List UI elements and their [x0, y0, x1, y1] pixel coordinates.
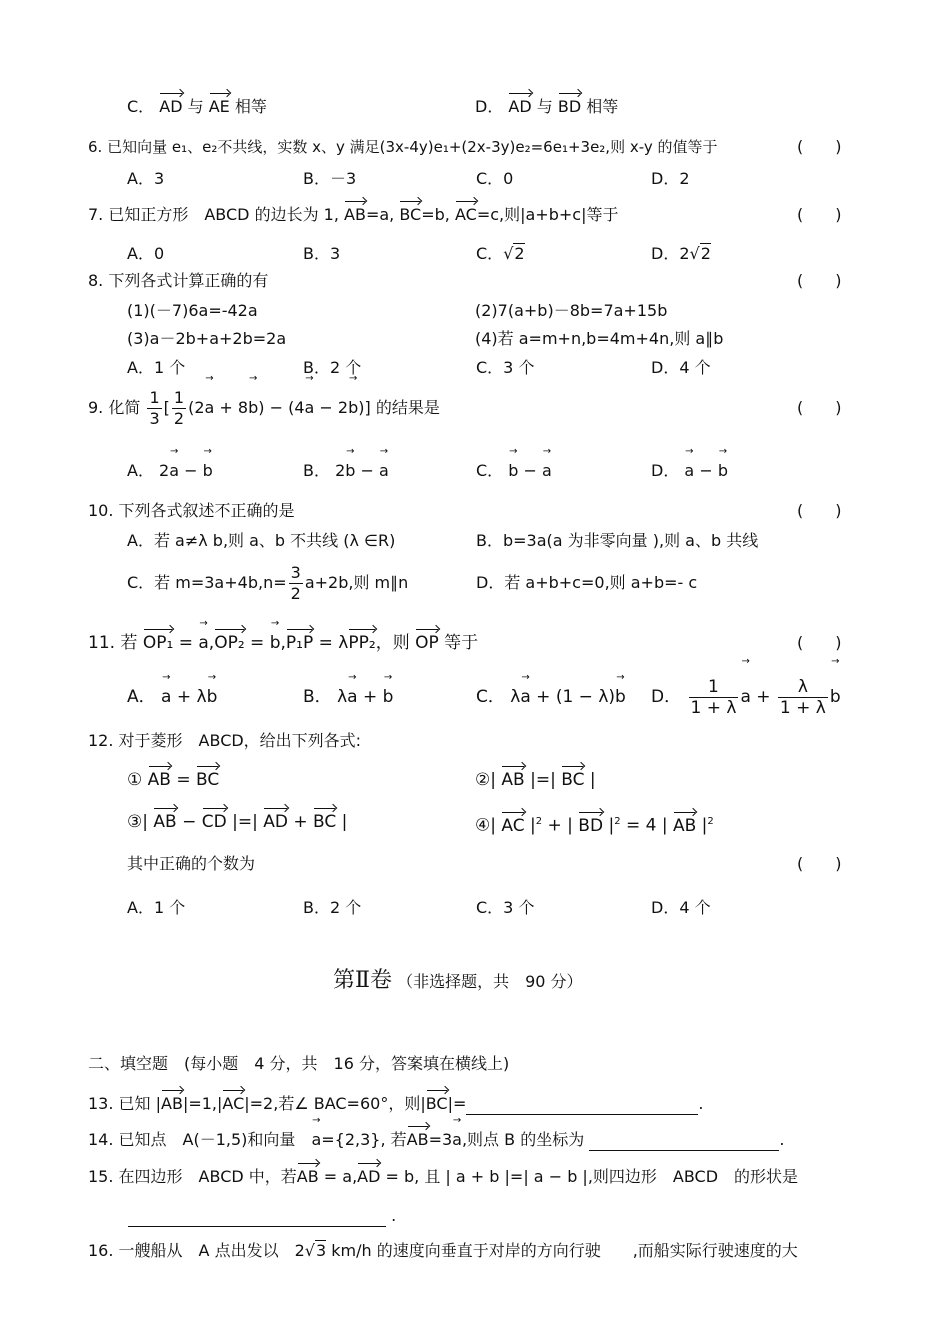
- vector-ab: AB: [153, 812, 177, 832]
- question-number: 16.: [88, 1241, 114, 1260]
- option-a: [127, 460, 213, 482]
- sqrt-expression: √2: [689, 244, 711, 263]
- radicand: 3: [315, 1241, 327, 1260]
- section-title: [333, 966, 583, 997]
- denominator: 2: [173, 409, 185, 428]
- sqrt-expression: √2: [503, 244, 525, 263]
- text: 与: [182, 97, 209, 116]
- vector-ab: AB: [406, 1130, 429, 1149]
- numerator: 1: [149, 388, 160, 407]
- option-b: [303, 686, 393, 708]
- q8-item-3: (3)a－2b+a+2b=2a: [127, 329, 287, 348]
- vector-ad: AD: [508, 97, 532, 116]
- question-number: 11.: [88, 633, 116, 653]
- option-c: C．3 个: [476, 358, 535, 377]
- option-c: C．0: [476, 169, 514, 188]
- option-a: A．3: [127, 169, 165, 188]
- q8-item-2: (2)7(a+b)－8b=7a+15b: [475, 301, 668, 320]
- operator: = 4 |: [620, 815, 673, 836]
- text: |: [490, 770, 502, 790]
- operator: +: [287, 812, 314, 832]
- vector-ab: AB: [672, 815, 697, 836]
- radicand: 2: [514, 244, 525, 263]
- exponent: 2: [614, 816, 621, 827]
- question-number: 7.: [88, 205, 104, 224]
- coefficient: 2: [159, 461, 170, 480]
- q12-item-2: [475, 769, 596, 791]
- radicand: 2: [700, 244, 711, 263]
- question-text: 的结果是: [375, 398, 440, 417]
- option-a: A．1 个: [127, 898, 186, 917]
- q11-stem: [88, 632, 478, 654]
- vector-p1p: P₁P: [285, 633, 314, 653]
- q14: [88, 1129, 784, 1151]
- question-number: 15.: [88, 1167, 114, 1186]
- text: .: [698, 1094, 704, 1113]
- text: |=: [447, 1094, 467, 1113]
- vector-bc: BC: [399, 205, 422, 224]
- q8-stem: [88, 270, 268, 292]
- vector-a: → a: [198, 632, 208, 654]
- vector-a: → a: [520, 686, 530, 708]
- vector-op: OP: [415, 633, 439, 653]
- operator: |=|: [226, 812, 264, 832]
- option-label: D．: [651, 687, 682, 707]
- option-c: [476, 243, 525, 265]
- operator: |=|: [524, 770, 562, 790]
- q6-stem: [88, 136, 718, 158]
- q5-option-c: [127, 96, 267, 118]
- answer-paren: ( ): [797, 501, 842, 520]
- exponent: 2: [535, 816, 543, 827]
- vector-ab: AB: [501, 770, 525, 790]
- operator: −: [518, 461, 543, 480]
- denominator: 1 + λ: [690, 697, 737, 718]
- vector: → b: [508, 460, 518, 482]
- vector: → a: [169, 460, 179, 482]
- option-label: B．: [303, 461, 330, 480]
- question-text: 化简: [108, 398, 141, 417]
- text: ={2,3}, 若: [321, 1130, 407, 1149]
- question-number: 8.: [88, 271, 104, 290]
- text: |: [490, 815, 502, 836]
- coefficient: λ: [510, 687, 521, 707]
- question-number: 13.: [88, 1094, 114, 1113]
- fraction-coefficient: [778, 677, 828, 718]
- text: + 8: [214, 398, 249, 417]
- section-title-text: 第Ⅱ卷: [333, 968, 392, 993]
- exponent: 2: [707, 816, 714, 827]
- question-text: 下列各式计算正确的有: [108, 271, 269, 290]
- vector-ac: AC: [501, 815, 525, 836]
- q12-item-3: [127, 811, 347, 833]
- operator: =: [170, 770, 197, 790]
- question-text: 等于: [444, 633, 479, 653]
- question-number: 12.: [88, 731, 114, 750]
- question-number: 14.: [88, 1130, 114, 1149]
- option-a: A．若 a≠λ b,则 a、b 不共线 (λ ∈R): [127, 531, 396, 550]
- text: =b,: [421, 205, 450, 224]
- vector-a: → a: [311, 1129, 321, 1151]
- question-text: 下列各式叙述不正确的是: [118, 501, 295, 520]
- text: ，则: [375, 633, 410, 653]
- option-label: A．: [127, 461, 154, 480]
- denominator: 1 + λ: [779, 697, 826, 718]
- vector-b: → b: [383, 686, 394, 708]
- text: |: [603, 815, 615, 836]
- operator: + λ: [171, 687, 207, 707]
- vector-ac: AC: [454, 205, 477, 224]
- answer-paren: ( ): [797, 137, 842, 156]
- vector-b: → b: [270, 632, 281, 654]
- vector-pp2: PP₂: [348, 633, 376, 653]
- vector-bc: BC: [425, 1094, 448, 1113]
- question-text: 已知向量 e₁、e₂不共线，实数 x、y 满足(3x-4y)e₁+(2x-3y)e₂=6e₁+3e₂,则 x-y 的值等于: [107, 138, 718, 156]
- answer-paren: ( ): [797, 205, 842, 224]
- option-text: a+2b,则 m∥n: [304, 573, 409, 592]
- answer-paren: ( ): [797, 271, 842, 290]
- circled-number: ①: [127, 770, 143, 790]
- text: |: [524, 815, 536, 836]
- option-b: B．2 个: [303, 898, 362, 917]
- q8-item-1: (1)(－7)6a=-42a: [127, 301, 258, 320]
- operator: −: [355, 461, 379, 480]
- sqrt-expression: √3: [304, 1241, 327, 1260]
- vector: → b: [203, 460, 213, 482]
- vector-ac: AC: [222, 1094, 245, 1113]
- answer-paren: ( ): [797, 854, 842, 873]
- operator: +: [357, 687, 383, 707]
- answer-paren: ( ): [797, 398, 842, 417]
- vector-ab: AB: [147, 770, 171, 790]
- text: .: [391, 1206, 397, 1225]
- numerator: 1: [173, 388, 185, 407]
- text: ,则点 B 的坐标为: [461, 1130, 585, 1149]
- numerator: 3: [290, 563, 301, 582]
- section-note: （非选择题，共 90 分）: [397, 972, 583, 991]
- text: =3: [428, 1130, 453, 1149]
- text: |: [584, 770, 596, 790]
- vector-ad: AD: [357, 1167, 381, 1186]
- option-a: [127, 686, 217, 708]
- vector-ad: AD: [159, 97, 183, 116]
- text: 相等: [229, 97, 267, 116]
- text: .: [779, 1130, 785, 1149]
- text: (2: [188, 398, 205, 417]
- fraction-one-third: [147, 388, 161, 429]
- option-text: C．若 m=3a+4b,n=: [127, 573, 287, 592]
- vector: → a: [542, 460, 552, 482]
- answer-blank[interactable]: [589, 1134, 779, 1151]
- option-c: C．3 个: [476, 898, 535, 917]
- vector-b: → b: [248, 387, 258, 429]
- text: 与: [531, 97, 558, 116]
- vector-a: → a: [205, 387, 215, 429]
- text: km/h 的速度向垂直于对岸的方向行驶 ,而船实际行驶速度的大: [326, 1241, 798, 1260]
- vector-bc: BC: [561, 770, 585, 790]
- vector: → a: [684, 460, 694, 482]
- option-d: D．2: [651, 169, 690, 188]
- vector-cd: CD: [201, 812, 227, 832]
- text: =a,: [365, 205, 395, 224]
- option-d: D．4 个: [651, 898, 711, 917]
- text: 一艘船从 A 点出发以 2: [118, 1241, 305, 1260]
- operator: + |: [542, 815, 579, 836]
- operator: −: [176, 812, 202, 832]
- vector-ab: AB: [344, 205, 366, 224]
- vector: → b: [718, 460, 728, 482]
- text: 相等: [581, 97, 619, 116]
- option-b: B．b=3a(a 为非零向量 ),则 a、b 共线: [476, 531, 759, 550]
- vector-a: → a: [452, 1129, 462, 1151]
- text: ,: [208, 633, 215, 653]
- q10-stem: [88, 500, 295, 522]
- fraction-one-half: [172, 388, 186, 429]
- text: |: [142, 812, 154, 832]
- denominator: 3: [149, 409, 160, 428]
- operator: −: [694, 461, 718, 480]
- answer-paren: ( ): [797, 633, 842, 652]
- text: = a,: [318, 1167, 358, 1186]
- option-label: C．: [476, 461, 504, 480]
- text: ) − (4: [258, 398, 305, 417]
- option-d: [651, 243, 711, 265]
- option-label: A．: [127, 687, 156, 707]
- text: |=1,|: [182, 1094, 223, 1113]
- vector-b: → b: [830, 670, 841, 724]
- answer-blank[interactable]: [128, 1210, 386, 1227]
- text: =: [173, 633, 199, 653]
- vector: → a: [379, 460, 389, 482]
- q5-option-d: [475, 96, 618, 118]
- question-text: 若: [120, 633, 138, 653]
- text: 在四边形 ABCD 中，若: [118, 1167, 297, 1186]
- option-b: [303, 460, 389, 482]
- vector-bc: BC: [313, 812, 337, 832]
- vector-ae: AE: [208, 97, 230, 116]
- operator: −: [179, 461, 203, 480]
- operator: +: [750, 687, 776, 707]
- vector-bd: BD: [578, 815, 604, 836]
- text: − 2: [314, 398, 349, 417]
- q12-conclusion: 其中正确的个数为: [127, 854, 256, 873]
- text: = λ: [313, 633, 349, 653]
- option-label: C．: [476, 244, 504, 263]
- vector-ab: AB: [296, 1167, 319, 1186]
- q7-stem: [88, 204, 618, 226]
- answer-blank[interactable]: [466, 1098, 698, 1115]
- vector-a: → a: [161, 686, 171, 708]
- vector-bd: BD: [557, 97, 582, 116]
- q9-stem: 9. 化简 $\frac{1}{3}$ [ $\frac{1}{2}$ (2→ a + 8→ b) − (4→ a − 2→ b)] 的结果是: [88, 387, 440, 429]
- q15: [88, 1166, 798, 1188]
- text: =c,则|a+b+c|等于: [476, 205, 619, 224]
- text: |=2,若∠ BAC=60°，则|: [244, 1094, 426, 1113]
- question-number: 10.: [88, 501, 114, 520]
- q15-answer-line: [128, 1205, 396, 1227]
- vector-a: → a: [305, 387, 315, 429]
- question-text: 对于菱形 ABCD，给出下列各式:: [118, 731, 362, 750]
- vector-a: → a: [740, 670, 750, 724]
- coefficient: λ: [337, 687, 348, 707]
- option-b: B．3: [303, 244, 341, 263]
- vector-b: → b: [615, 686, 626, 708]
- q8-item-4: (4)若 a=m+n,b=4m+4n,则 a∥b: [475, 329, 724, 348]
- vector-op1: OP₁: [142, 633, 174, 653]
- text: )]: [358, 398, 371, 417]
- question-number: 6.: [88, 138, 103, 156]
- coefficient: 2: [335, 461, 346, 480]
- circled-number: ②: [475, 770, 491, 790]
- q12-stem: [88, 730, 361, 752]
- option-c: [476, 686, 626, 708]
- option-c: [127, 560, 408, 606]
- vector-ad: AD: [263, 812, 288, 832]
- option-d: D．若 a+b+c=0,则 a+b=- c: [476, 573, 698, 592]
- part-heading: 二、填空题 (每小题 4 分，共 16 分，答案填在横线上): [88, 1054, 510, 1073]
- option-label: D．2: [651, 244, 690, 263]
- option-label: D．: [475, 97, 504, 116]
- denominator: 2: [290, 584, 301, 603]
- option-d: [651, 460, 728, 482]
- numerator: 1: [689, 677, 739, 698]
- vector-a: → a: [347, 686, 357, 708]
- option-b: B．2 个: [303, 358, 362, 377]
- option-label: C．: [476, 687, 505, 707]
- operator: + (1 − λ): [530, 687, 616, 707]
- fraction-coefficient: [689, 677, 739, 718]
- vector-b: → b: [207, 686, 218, 708]
- q12-item-4: [475, 811, 714, 837]
- question-text: 已知正方形 ABCD 的边长为 1,: [108, 205, 339, 224]
- circled-number: ④: [475, 815, 491, 836]
- q13: [88, 1093, 703, 1115]
- numerator: λ: [778, 677, 828, 698]
- option-c: [476, 460, 552, 482]
- option-label: B．: [303, 687, 332, 707]
- option-a: A．1 个: [127, 358, 186, 377]
- option-b: B．－3: [303, 169, 357, 188]
- question-number: 9.: [88, 398, 104, 417]
- vector-op2: OP₂: [214, 633, 245, 653]
- text: |: [336, 812, 348, 832]
- text: = b, 且 | a + b |=| a − b |,则四边形 ABCD 的形状是: [380, 1167, 799, 1186]
- vector-bc: BC: [196, 770, 220, 790]
- option-d: [651, 670, 841, 724]
- q16: [88, 1240, 798, 1262]
- fraction-three-halves: [289, 563, 303, 604]
- text: 已知点 A(－1,5)和向量: [118, 1130, 312, 1149]
- vector-ab: AB: [161, 1094, 183, 1113]
- option-d: D．4 个: [651, 358, 711, 377]
- circled-number: ③: [127, 812, 143, 832]
- q12-item-1: [127, 769, 219, 791]
- option-label: C．: [127, 97, 155, 116]
- vector: → b: [345, 460, 355, 482]
- text: 已知 |: [118, 1094, 162, 1113]
- vector-b: → b: [348, 387, 358, 429]
- option-a: A．0: [127, 244, 165, 263]
- text: =: [244, 633, 270, 653]
- option-label: D．: [651, 461, 680, 480]
- text: ,: [280, 633, 286, 653]
- text: |: [696, 815, 708, 836]
